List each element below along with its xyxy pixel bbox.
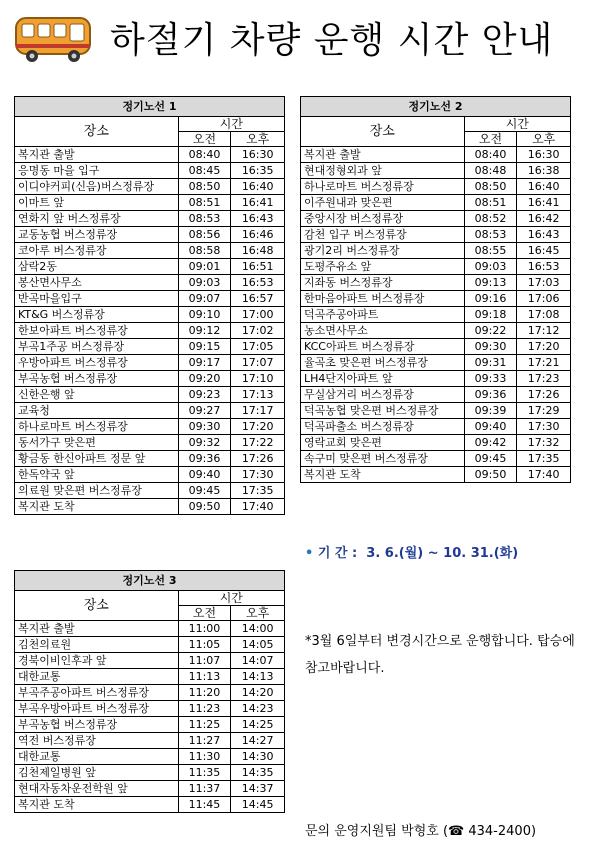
- pm-time: 17:17: [231, 403, 285, 419]
- time-header: 시간: [178, 117, 284, 132]
- stop-name: 봉산면사무소: [15, 275, 179, 291]
- place-header: 장소: [15, 591, 179, 621]
- pm-time: 14:13: [231, 669, 285, 685]
- stop-name: 응명동 마을 입구: [15, 163, 179, 179]
- am-time: 09:10: [178, 307, 231, 323]
- pm-time: 16:43: [517, 227, 571, 243]
- stop-name: 속구미 맞은편 버스정류장: [301, 451, 465, 467]
- time-header: 시간: [464, 117, 570, 132]
- stop-name: 이주원내과 맞은편: [301, 195, 465, 211]
- table-row: [15, 765, 285, 781]
- pm-time: 16:41: [517, 195, 571, 211]
- contact-info: 문의 운영지원팀 박형호 (☎ 434-2400): [305, 824, 537, 839]
- table-row: [15, 435, 285, 451]
- pm-header: 오후: [517, 132, 571, 147]
- am-time: 08:50: [178, 179, 231, 195]
- am-time: 08:53: [178, 211, 231, 227]
- page-title: 하절기 차량 운행 시간 안내: [110, 20, 554, 61]
- stop-name: 교육청: [15, 403, 179, 419]
- table-row: [15, 179, 285, 195]
- am-time: 09:12: [178, 323, 231, 339]
- bus-icon: [12, 14, 96, 64]
- table-row: [301, 435, 571, 451]
- stop-name: 대한교통: [15, 669, 179, 685]
- pm-time: 14:45: [231, 797, 285, 813]
- table-row: [301, 403, 571, 419]
- am-time: 08:51: [178, 195, 231, 211]
- stop-name: 의료원 맞은편 버스정류장: [15, 483, 179, 499]
- stop-name: 우방아파트 버스정류장: [15, 355, 179, 371]
- table-row: [15, 323, 285, 339]
- pm-time: 17:10: [231, 371, 285, 387]
- table-row: [15, 403, 285, 419]
- stop-name: 대한교통: [15, 749, 179, 765]
- am-time: 09:17: [178, 355, 231, 371]
- stop-name: 교동농협 버스정류장: [15, 227, 179, 243]
- pm-time: 17:07: [231, 355, 285, 371]
- am-time: 08:58: [178, 243, 231, 259]
- stop-name: 현대정형외과 앞: [301, 163, 465, 179]
- table-row: [15, 685, 285, 701]
- stop-name: 복지관 도착: [301, 467, 465, 483]
- pm-time: 17:40: [517, 467, 571, 483]
- pm-time: 17:22: [231, 435, 285, 451]
- time-header: 시간: [178, 591, 284, 606]
- pm-time: 16:41: [231, 195, 285, 211]
- table-row: [301, 467, 571, 483]
- pm-time: 17:30: [231, 467, 285, 483]
- table-row: [301, 371, 571, 387]
- pm-time: 14:00: [231, 621, 285, 637]
- am-header: 오전: [178, 606, 231, 621]
- stop-name: 덕곡파출소 버스정류장: [301, 419, 465, 435]
- pm-header: 오후: [231, 606, 285, 621]
- pm-time: 17:26: [517, 387, 571, 403]
- pm-time: 16:30: [231, 147, 285, 163]
- stop-name: 농소면사무소: [301, 323, 465, 339]
- stop-name: 김천제일병원 앞: [15, 765, 179, 781]
- table-row: [301, 339, 571, 355]
- table-row: [15, 621, 285, 637]
- route-1-table: [14, 96, 285, 515]
- stop-name: 지좌동 버스정류장: [301, 275, 465, 291]
- am-time: 08:45: [178, 163, 231, 179]
- pm-time: 16:30: [517, 147, 571, 163]
- stop-name: 신한은행 앞: [15, 387, 179, 403]
- stop-name: 이디야커피(신음)버스정류장: [15, 179, 179, 195]
- table-row: [15, 701, 285, 717]
- pm-time: 14:35: [231, 765, 285, 781]
- table-row: [301, 163, 571, 179]
- period-label: 기 간 :: [317, 546, 358, 561]
- am-time: 09:45: [464, 451, 517, 467]
- table-row: [301, 179, 571, 195]
- am-time: 09:18: [464, 307, 517, 323]
- am-time: 09:50: [464, 467, 517, 483]
- stop-name: 부곡농협 버스정류장: [15, 717, 179, 733]
- place-header: 장소: [301, 117, 465, 147]
- pm-time: 17:12: [517, 323, 571, 339]
- am-time: 11:45: [178, 797, 231, 813]
- pm-time: 16:53: [517, 259, 571, 275]
- am-time: 11:00: [178, 621, 231, 637]
- am-time: 09:36: [178, 451, 231, 467]
- stop-name: 코아루 버스정류장: [15, 243, 179, 259]
- stop-name: 현대자동차운전학원 앞: [15, 781, 179, 797]
- table-row: [15, 163, 285, 179]
- am-time: 09:42: [464, 435, 517, 451]
- pm-time: 17:30: [517, 419, 571, 435]
- am-time: 11:05: [178, 637, 231, 653]
- am-time: 11:20: [178, 685, 231, 701]
- table-row: [15, 211, 285, 227]
- table-row: [15, 797, 285, 813]
- stop-name: 황금동 한신아파트 정문 앞: [15, 451, 179, 467]
- table-row: [301, 275, 571, 291]
- table-row: [301, 451, 571, 467]
- stop-name: 광기2리 버스정류장: [301, 243, 465, 259]
- table-row: [301, 387, 571, 403]
- stop-name: 동서가구 맞은편: [15, 435, 179, 451]
- table-row: [15, 637, 285, 653]
- am-time: 09:50: [178, 499, 231, 515]
- am-time: 09:03: [178, 275, 231, 291]
- am-time: 09:07: [178, 291, 231, 307]
- am-time: 08:48: [464, 163, 517, 179]
- pm-time: 17:23: [517, 371, 571, 387]
- table-row: [15, 371, 285, 387]
- am-time: 11:23: [178, 701, 231, 717]
- pm-time: 14:30: [231, 749, 285, 765]
- am-time: 09:16: [464, 291, 517, 307]
- am-time: 08:55: [464, 243, 517, 259]
- am-time: 11:13: [178, 669, 231, 685]
- table-row: [301, 419, 571, 435]
- pm-time: 14:20: [231, 685, 285, 701]
- am-time: 09:03: [464, 259, 517, 275]
- pm-time: 16:53: [231, 275, 285, 291]
- table-row: [15, 339, 285, 355]
- pm-time: 16:40: [517, 179, 571, 195]
- stop-name: 이마트 앞: [15, 195, 179, 211]
- am-time: 09:39: [464, 403, 517, 419]
- stop-name: 역전 버스정류장: [15, 733, 179, 749]
- pm-time: 16:40: [231, 179, 285, 195]
- table-row: [15, 243, 285, 259]
- pm-time: 17:40: [231, 499, 285, 515]
- route-3-table: [14, 570, 285, 813]
- stop-name: 부곡우방아파트 버스정류장: [15, 701, 179, 717]
- am-time: 09:13: [464, 275, 517, 291]
- pm-time: 17:35: [517, 451, 571, 467]
- pm-time: 14:27: [231, 733, 285, 749]
- am-time: 08:40: [178, 147, 231, 163]
- stop-name: 하나로마트 버스정류장: [301, 179, 465, 195]
- table-row: [15, 147, 285, 163]
- pm-time: 17:29: [517, 403, 571, 419]
- am-time: 08:50: [464, 179, 517, 195]
- pm-time: 16:48: [231, 243, 285, 259]
- table-row: [15, 717, 285, 733]
- pm-time: 16:51: [231, 259, 285, 275]
- table-row: [301, 259, 571, 275]
- pm-time: 14:05: [231, 637, 285, 653]
- am-time: 09:40: [178, 467, 231, 483]
- table-row: [301, 243, 571, 259]
- table-row: [15, 669, 285, 685]
- am-time: 09:40: [464, 419, 517, 435]
- pm-time: 17:21: [517, 355, 571, 371]
- stop-name: 한독약국 앞: [15, 467, 179, 483]
- pm-time: 17:26: [231, 451, 285, 467]
- am-time: 09:45: [178, 483, 231, 499]
- am-time: 08:56: [178, 227, 231, 243]
- stop-name: 복지관 출발: [15, 621, 179, 637]
- stop-name: LH4단지아파트 앞: [301, 371, 465, 387]
- stop-name: 감천 입구 버스정류장: [301, 227, 465, 243]
- am-time: 09:32: [178, 435, 231, 451]
- table-row: [15, 259, 285, 275]
- am-time: 09:27: [178, 403, 231, 419]
- table-row: [15, 733, 285, 749]
- pm-time: 17:20: [231, 419, 285, 435]
- table-row: [15, 195, 285, 211]
- route-name: 정기노선 3: [15, 571, 285, 591]
- pm-time: 17:00: [231, 307, 285, 323]
- stop-name: KT&G 버스정류장: [15, 307, 179, 323]
- am-time: 09:22: [464, 323, 517, 339]
- table-row: [15, 749, 285, 765]
- pm-time: 14:37: [231, 781, 285, 797]
- table-row: [15, 483, 285, 499]
- am-time: 08:52: [464, 211, 517, 227]
- am-time: 11:30: [178, 749, 231, 765]
- stop-name: 부곡농협 버스정류장: [15, 371, 179, 387]
- table-row: [15, 781, 285, 797]
- stop-name: 율곡초 맞은편 버스정류장: [301, 355, 465, 371]
- am-time: 11:07: [178, 653, 231, 669]
- table-row: [15, 355, 285, 371]
- pm-time: 17:02: [231, 323, 285, 339]
- am-time: 09:31: [464, 355, 517, 371]
- pm-time: 16:45: [517, 243, 571, 259]
- pm-time: 16:57: [231, 291, 285, 307]
- table-row: [15, 275, 285, 291]
- pm-time: 14:07: [231, 653, 285, 669]
- pm-time: 17:20: [517, 339, 571, 355]
- am-time: 09:36: [464, 387, 517, 403]
- table-row: [15, 451, 285, 467]
- pm-time: 17:32: [517, 435, 571, 451]
- stop-name: 덕곡주공아파트: [301, 307, 465, 323]
- pm-time: 17:03: [517, 275, 571, 291]
- stop-name: KCC아파트 버스정류장: [301, 339, 465, 355]
- stop-name: 복지관 출발: [15, 147, 179, 163]
- stop-name: 반곡마을입구: [15, 291, 179, 307]
- route-name: 정기노선 2: [301, 97, 571, 117]
- pm-time: 16:35: [231, 163, 285, 179]
- am-time: 09:30: [178, 419, 231, 435]
- am-time: 11:37: [178, 781, 231, 797]
- pm-time: 16:42: [517, 211, 571, 227]
- operation-period: [305, 542, 518, 561]
- route-name: 정기노선 1: [15, 97, 285, 117]
- stop-name: 도평주유소 앞: [301, 259, 465, 275]
- am-time: 11:25: [178, 717, 231, 733]
- pm-time: 17:05: [231, 339, 285, 355]
- am-header: 오전: [178, 132, 231, 147]
- am-time: 09:33: [464, 371, 517, 387]
- stop-name: 덕곡농협 맞은편 버스정류장: [301, 403, 465, 419]
- stop-name: 삼락2동: [15, 259, 179, 275]
- stop-name: 경북이비인후과 앞: [15, 653, 179, 669]
- pm-time: 16:38: [517, 163, 571, 179]
- table-row: [301, 211, 571, 227]
- stop-name: 하나로마트 버스정류장: [15, 419, 179, 435]
- table-row: [15, 419, 285, 435]
- table-row: [15, 227, 285, 243]
- pm-time: 16:46: [231, 227, 285, 243]
- place-header: 장소: [15, 117, 179, 147]
- stop-name: 연화지 앞 버스정류장: [15, 211, 179, 227]
- am-time: 09:01: [178, 259, 231, 275]
- table-row: [15, 499, 285, 515]
- am-time: 08:51: [464, 195, 517, 211]
- am-time: 09:20: [178, 371, 231, 387]
- stop-name: 복지관 도착: [15, 499, 179, 515]
- table-row: [301, 227, 571, 243]
- pm-time: 17:08: [517, 307, 571, 323]
- stop-name: 부곡1주공 버스정류장: [15, 339, 179, 355]
- table-row: [301, 291, 571, 307]
- am-time: 09:30: [464, 339, 517, 355]
- table-row: [15, 307, 285, 323]
- am-time: 11:27: [178, 733, 231, 749]
- notice-text: *3월 6일부터 변경시간으로 운행합니다. 탑승에 참고바랍니다.: [305, 634, 575, 676]
- pm-time: 17:13: [231, 387, 285, 403]
- stop-name: 무실삼거리 버스정류장: [301, 387, 465, 403]
- route-2-table: [300, 96, 571, 483]
- am-time: 09:15: [178, 339, 231, 355]
- table-row: [15, 653, 285, 669]
- pm-time: 16:43: [231, 211, 285, 227]
- pm-time: 17:35: [231, 483, 285, 499]
- table-row: [15, 291, 285, 307]
- table-row: [15, 387, 285, 403]
- pm-time: 14:25: [231, 717, 285, 733]
- am-time: 11:35: [178, 765, 231, 781]
- table-row: [301, 147, 571, 163]
- table-row: [301, 355, 571, 371]
- stop-name: 영락교회 맞은편: [301, 435, 465, 451]
- am-header: 오전: [464, 132, 517, 147]
- period-bullet: •: [305, 546, 314, 561]
- period-value: 3. 6.(월) ~ 10. 31.(화): [366, 546, 519, 561]
- stop-name: 부곡주공아파트 버스정류장: [15, 685, 179, 701]
- table-row: [301, 307, 571, 323]
- stop-name: 복지관 출발: [301, 147, 465, 163]
- am-time: 09:23: [178, 387, 231, 403]
- stop-name: 중앙시장 버스정류장: [301, 211, 465, 227]
- table-row: [301, 323, 571, 339]
- stop-name: 김천의료원: [15, 637, 179, 653]
- pm-time: 14:23: [231, 701, 285, 717]
- table-row: [301, 195, 571, 211]
- stop-name: 한보아파트 버스정류장: [15, 323, 179, 339]
- stop-name: 복지관 도착: [15, 797, 179, 813]
- pm-time: 17:06: [517, 291, 571, 307]
- pm-header: 오후: [231, 132, 285, 147]
- table-row: [15, 467, 285, 483]
- stop-name: 한마음아파트 버스정류장: [301, 291, 465, 307]
- am-time: 08:40: [464, 147, 517, 163]
- am-time: 08:53: [464, 227, 517, 243]
